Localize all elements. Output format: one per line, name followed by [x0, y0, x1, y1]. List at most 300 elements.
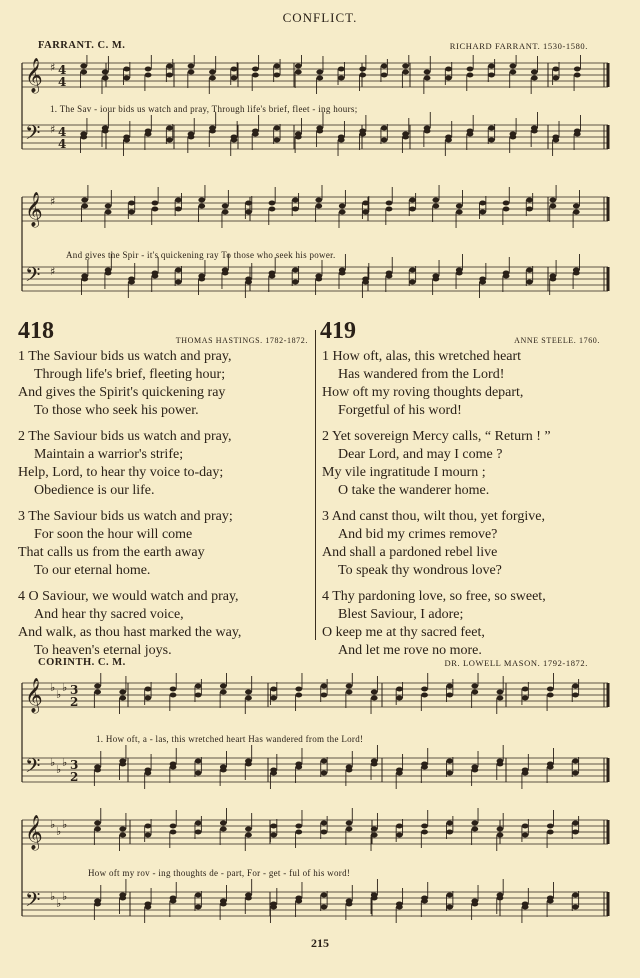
note-head: [339, 210, 346, 215]
note-head: [295, 765, 302, 770]
note-head: [371, 696, 378, 701]
lyric-line: How oft my rov - ing thoughts de - part, For - get - ful of his word!: [88, 868, 351, 878]
note-head: [339, 204, 346, 209]
note-head: [396, 696, 403, 701]
verse-line: 3 And canst thou, wilt thou, yet forgive,: [322, 509, 545, 524]
verse-line: My vile ingratitude I mourn ;: [322, 465, 486, 480]
note-head: [245, 827, 252, 832]
verse-line: 3 The Saviour bids us watch and pray;: [18, 509, 233, 524]
note-head: [245, 690, 252, 695]
note-head: [195, 893, 202, 898]
note-head: [269, 201, 276, 206]
note-head: [231, 76, 238, 81]
note-head: [381, 64, 388, 69]
treble-clef-icon: 𝄞: [25, 192, 43, 227]
note-head: [175, 198, 182, 203]
page-number: 215: [311, 936, 329, 950]
note-head: [245, 696, 252, 701]
note-head: [152, 201, 159, 206]
note-head: [94, 821, 101, 826]
bass-clef-icon: 𝄢: [25, 888, 41, 916]
note-head: [170, 824, 177, 829]
note-head: [144, 833, 151, 838]
treble-staff: [22, 683, 608, 707]
verse-line: 1 The Saviour bids us watch and pray,: [18, 349, 232, 364]
note-head: [346, 821, 353, 826]
note-head: [321, 905, 328, 910]
note-head: [497, 896, 504, 901]
note-head: [80, 135, 87, 140]
note-head: [123, 76, 130, 81]
lyric-line: 1. The Sav - iour bids us watch and pray, Through life's brief, fleet - ing hours;: [50, 104, 358, 114]
note-head: [409, 268, 416, 273]
note-head: [488, 73, 495, 78]
note-head: [245, 896, 252, 901]
note-head: [102, 70, 109, 75]
hymn-number-418: 418: [18, 318, 54, 344]
note-head: [102, 76, 109, 81]
note-head: [479, 210, 486, 215]
note-head: [321, 830, 328, 835]
verse-line: And gives the Spirit's quickening ray: [18, 385, 226, 400]
note-head: [362, 201, 369, 206]
verse-line: Help, Lord, to hear thy voice to-day;: [18, 465, 224, 480]
note-head: [346, 684, 353, 689]
note-head: [371, 762, 378, 767]
note-head: [170, 687, 177, 692]
note-head: [346, 690, 353, 695]
note-head: [503, 207, 510, 212]
note-head: [231, 138, 238, 143]
treble-staff: [22, 820, 608, 844]
hymn-author-418: THOMAS HASTINGS. 1782-1872.: [175, 336, 308, 345]
note-head: [81, 198, 88, 203]
bass-staff: [22, 125, 608, 149]
note-head: [522, 824, 529, 829]
note-head: [552, 76, 559, 81]
verse-line: To speak thy wondrous love?: [338, 563, 502, 578]
note-head: [119, 696, 126, 701]
note-head: [381, 73, 388, 78]
verse-line: And walk, as thou hast marked the way,: [18, 625, 242, 640]
lyric-line: 1. How oft, a - las, this wretched heart Has wandered from the Lord!: [96, 734, 364, 744]
note-head: [445, 138, 452, 143]
note-head: [531, 76, 538, 81]
note-head: [292, 207, 299, 212]
note-head: [386, 207, 393, 212]
bass-clef-icon: 𝄢: [25, 263, 41, 291]
note-head: [346, 827, 353, 832]
note-head: [359, 73, 366, 78]
note-head: [467, 67, 474, 72]
note-head: [220, 690, 227, 695]
note-head: [467, 73, 474, 78]
stanza: [322, 428, 551, 500]
note-head: [424, 129, 431, 134]
note-head: [346, 902, 353, 907]
lyric-line: And gives the Spir - it's quickening ray To those who seek his power.: [66, 250, 336, 260]
note-head: [497, 827, 504, 832]
verse-line: And hear thy sacred voice,: [34, 607, 184, 622]
note-head: [381, 138, 388, 143]
note-head: [339, 271, 346, 276]
note-head: [195, 684, 202, 689]
treble-clef-icon: 𝄞: [25, 815, 43, 850]
note-head: [526, 268, 533, 273]
note-head: [175, 280, 182, 285]
time-signature: 4: [58, 125, 67, 139]
note-head: [488, 126, 495, 131]
note-head: [273, 126, 280, 131]
stanza: [18, 508, 241, 580]
note-head: [119, 833, 126, 838]
note-head: [456, 271, 463, 276]
note-head: [166, 126, 173, 131]
note-head: [170, 765, 177, 770]
note-head: [123, 67, 130, 72]
time-signature: 2: [70, 770, 79, 784]
note-head: [166, 138, 173, 143]
note-head: [421, 687, 428, 692]
note-head: [509, 70, 516, 75]
note-head: [396, 833, 403, 838]
note-head: [531, 129, 538, 134]
note-head: [195, 905, 202, 910]
verse-line: Through life's brief, fleeting hour;: [34, 367, 226, 382]
note-head: [222, 210, 229, 215]
note-head: [471, 902, 478, 907]
note-head: [245, 762, 252, 767]
verse-line: 2 The Saviour bids us watch and pray,: [18, 429, 232, 444]
note-head: [198, 204, 205, 209]
note-head: [409, 280, 416, 285]
note-head: [315, 277, 322, 282]
note-head: [273, 73, 280, 78]
note-head: [123, 138, 130, 143]
note-head: [316, 129, 323, 134]
note-head: [270, 824, 277, 829]
time-signature: 2: [70, 695, 79, 709]
note-head: [396, 687, 403, 692]
note-head: [316, 70, 323, 75]
note-head: [292, 268, 299, 273]
note-head: [396, 771, 403, 776]
verse-line: Dear Lord, and may I come ?: [338, 447, 503, 462]
note-head: [572, 905, 579, 910]
note-head: [269, 274, 276, 279]
note-head: [195, 821, 202, 826]
note-head: [526, 280, 533, 285]
note-head: [547, 824, 554, 829]
note-head: [572, 759, 579, 764]
tune-name-corinth: CORINTH. C. M.: [38, 657, 126, 668]
flat-icon: ♭: [56, 763, 62, 776]
note-head: [471, 690, 478, 695]
note-head: [222, 204, 229, 209]
note-head: [549, 198, 556, 203]
note-head: [445, 76, 452, 81]
note-head: [547, 693, 554, 698]
bass-staff: [22, 758, 608, 782]
note-head: [295, 70, 302, 75]
note-head: [497, 690, 504, 695]
note-head: [446, 684, 453, 689]
note-head: [144, 696, 151, 701]
verse-line: Forgetful of his word!: [338, 403, 462, 418]
verse-line: That calls us from the earth away: [18, 545, 205, 560]
flat-icon: ♭: [50, 890, 56, 903]
note-head: [295, 693, 302, 698]
note-head: [573, 271, 580, 276]
note-head: [552, 138, 559, 143]
note-head: [549, 277, 556, 282]
note-head: [509, 135, 516, 140]
note-head: [321, 693, 328, 698]
note-head: [467, 132, 474, 137]
note-head: [346, 768, 353, 773]
treble-clef-icon: 𝄞: [25, 678, 43, 713]
verse-line: O keep me at thy sacred feet,: [322, 625, 485, 640]
note-head: [547, 687, 554, 692]
note-head: [145, 67, 152, 72]
note-head: [362, 280, 369, 285]
flat-icon: ♭: [62, 890, 68, 903]
note-head: [144, 687, 151, 692]
column-divider: [315, 330, 316, 640]
note-head: [409, 207, 416, 212]
time-signature: 4: [58, 137, 67, 151]
note-head: [446, 771, 453, 776]
verse-line: To those who seek his power.: [34, 403, 199, 418]
note-head: [338, 138, 345, 143]
note-head: [381, 126, 388, 131]
note-head: [170, 899, 177, 904]
note-head: [371, 833, 378, 838]
note-head: [371, 827, 378, 832]
note-head: [432, 198, 439, 203]
note-head: [421, 693, 428, 698]
note-head: [119, 762, 126, 767]
note-head: [295, 135, 302, 140]
note-head: [269, 207, 276, 212]
note-head: [273, 138, 280, 143]
note-head: [396, 824, 403, 829]
note-head: [424, 70, 431, 75]
note-head: [386, 201, 393, 206]
stanza: [322, 588, 551, 660]
note-head: [497, 696, 504, 701]
note-head: [421, 765, 428, 770]
note-head: [421, 899, 428, 904]
note-head: [396, 905, 403, 910]
note-head: [552, 67, 559, 72]
note-head: [424, 76, 431, 81]
note-head: [503, 274, 510, 279]
note-head: [119, 827, 126, 832]
note-head: [128, 201, 135, 206]
note-head: [144, 905, 151, 910]
verse-line: 4 O Saviour, we would watch and pray,: [18, 589, 239, 604]
note-head: [488, 138, 495, 143]
note-head: [175, 268, 182, 273]
note-head: [94, 902, 101, 907]
note-head: [359, 132, 366, 137]
note-head: [198, 198, 205, 203]
note-head: [145, 132, 152, 137]
sharp-icon: ♯: [50, 195, 56, 208]
verse-line: Has wandered from the Lord!: [338, 367, 505, 382]
note-head: [446, 830, 453, 835]
note-head: [572, 821, 579, 826]
note-head: [371, 690, 378, 695]
note-head: [270, 905, 277, 910]
note-head: [386, 274, 393, 279]
note-head: [195, 693, 202, 698]
note-head: [526, 198, 533, 203]
verse-line: And shall a pardoned rebel live: [322, 545, 498, 560]
note-head: [270, 833, 277, 838]
note-head: [547, 899, 554, 904]
note-head: [315, 198, 322, 203]
treble-clef-icon: 𝄞: [25, 58, 43, 93]
note-head: [446, 693, 453, 698]
flat-icon: ♭: [56, 825, 62, 838]
hymn-418-text: [18, 348, 241, 668]
note-head: [220, 821, 227, 826]
note-head: [188, 70, 195, 75]
note-head: [446, 821, 453, 826]
stanza: [18, 428, 241, 500]
note-head: [220, 768, 227, 773]
note-head: [94, 827, 101, 832]
note-head: [295, 824, 302, 829]
verse-line: 2 Yet sovereign Mercy calls, “ Return ! ”: [322, 429, 551, 444]
note-head: [152, 207, 159, 212]
note-head: [166, 73, 173, 78]
note-head: [231, 67, 238, 72]
note-head: [220, 827, 227, 832]
note-head: [175, 207, 182, 212]
note-head: [371, 896, 378, 901]
note-head: [94, 768, 101, 773]
note-head: [522, 696, 529, 701]
note-head: [573, 210, 580, 215]
note-head: [119, 896, 126, 901]
note-head: [119, 690, 126, 695]
note-head: [572, 830, 579, 835]
note-head: [321, 771, 328, 776]
note-head: [471, 768, 478, 773]
note-head: [421, 824, 428, 829]
note-head: [362, 210, 369, 215]
treble-staff: [22, 197, 608, 221]
note-head: [166, 64, 173, 69]
note-head: [170, 693, 177, 698]
note-head: [245, 210, 252, 215]
time-signature: 3: [70, 758, 79, 772]
tune-composer-corinth: DR. LOWELL MASON. 1792-1872.: [444, 658, 588, 668]
note-head: [245, 833, 252, 838]
note-head: [402, 70, 409, 75]
note-head: [445, 67, 452, 72]
note-head: [479, 201, 486, 206]
bass-staff: [22, 892, 608, 916]
note-head: [81, 277, 88, 282]
note-head: [94, 684, 101, 689]
note-head: [220, 684, 227, 689]
note-head: [295, 830, 302, 835]
treble-staff: [22, 63, 608, 87]
note-head: [479, 280, 486, 285]
sharp-icon: ♯: [50, 123, 56, 136]
note-head: [432, 277, 439, 282]
note-head: [94, 690, 101, 695]
note-head: [273, 64, 280, 69]
flat-icon: ♭: [50, 681, 56, 694]
note-head: [105, 210, 112, 215]
note-head: [421, 830, 428, 835]
note-head: [446, 905, 453, 910]
note-head: [295, 687, 302, 692]
note-head: [572, 693, 579, 698]
note-head: [144, 824, 151, 829]
note-head: [315, 204, 322, 209]
note-head: [549, 204, 556, 209]
note-head: [402, 64, 409, 69]
note-head: [497, 762, 504, 767]
note-head: [572, 893, 579, 898]
flat-icon: ♭: [50, 818, 56, 831]
note-head: [522, 905, 529, 910]
hymn-419-text: [322, 348, 551, 668]
verse-line: And bid my crimes remove?: [338, 527, 498, 542]
note-head: [574, 73, 581, 78]
note-head: [105, 204, 112, 209]
note-head: [105, 271, 112, 276]
note-head: [402, 135, 409, 140]
note-head: [144, 771, 151, 776]
note-head: [572, 684, 579, 689]
verse-line: 1 How oft, alas, this wretched heart: [322, 349, 522, 364]
note-head: [432, 204, 439, 209]
note-head: [245, 280, 252, 285]
flat-icon: ♭: [56, 688, 62, 701]
note-head: [245, 201, 252, 206]
note-head: [220, 902, 227, 907]
note-head: [547, 830, 554, 835]
note-head: [270, 696, 277, 701]
note-head: [409, 198, 416, 203]
note-head: [152, 274, 159, 279]
verse-line: 4 Thy pardoning love, so free, so sweet,: [322, 589, 546, 604]
tune-composer-farrant: RICHARD FARRANT. 1530-1580.: [449, 41, 588, 51]
flat-icon: ♭: [62, 681, 68, 694]
note-head: [198, 277, 205, 282]
note-head: [446, 759, 453, 764]
note-head: [170, 830, 177, 835]
note-head: [471, 684, 478, 689]
note-head: [446, 893, 453, 898]
note-head: [270, 771, 277, 776]
stanza: [322, 508, 551, 580]
verse-line: Blest Saviour, I adore;: [338, 607, 464, 622]
note-head: [195, 759, 202, 764]
note-head: [547, 765, 554, 770]
note-head: [188, 64, 195, 69]
verse-line: O take the wanderer home.: [338, 483, 490, 498]
note-head: [456, 210, 463, 215]
note-head: [209, 70, 216, 75]
